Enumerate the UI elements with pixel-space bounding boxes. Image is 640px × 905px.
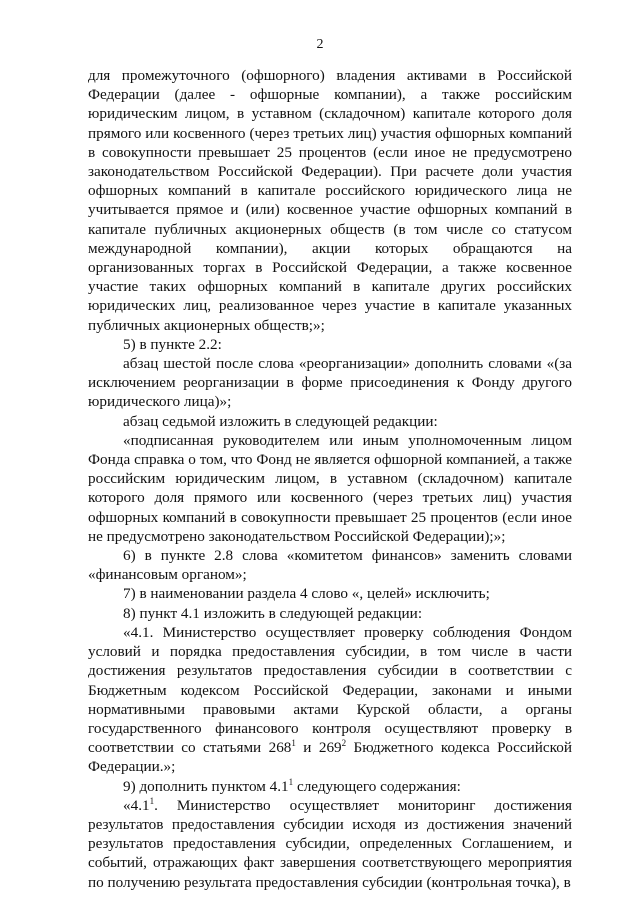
paragraph-seventh-clause: абзац седьмой изложить в следующей редакции: [123, 412, 438, 430]
clause-4-1-text-end: Бюджетного кодекса Российской Федерации.»; [88, 739, 572, 776]
item-9-text-end: следующего содержания: [293, 777, 461, 795]
page-number: 2 [316, 37, 324, 52]
paragraph-item-5: 5) в пункте 2.2: [123, 335, 222, 353]
paragraph-clause-4-1-1 [88, 796, 572, 892]
superscript: 2 [341, 738, 347, 749]
clause-4-1-1-text-start: «4.1 [123, 796, 150, 814]
document-body [88, 66, 572, 892]
paragraph-item-9 [88, 777, 572, 796]
paragraph-item-8: 8) пункт 4.1 изложить в следующей редакции: [123, 604, 423, 622]
paragraph-sixth-clause: абзац шестой после слова «реорганизации» дополнить словами «(за исключением реорганизации в форме присоединения к Фонду другого юридического лица)»; [88, 355, 572, 411]
paragraph-item-7: 7) в наименовании раздела 4 слово «, целей» исключить; [123, 585, 490, 603]
paragraph-clause-4-1 [88, 623, 572, 777]
clause-4-1-text-start: «4.1. Министерство осуществляет проверку соблюдения Фондом условий и порядка предоставления субсидии, в том числе в части достижения результатов предоставления субсидии в соответствии с Бюджетным кодексом Российской Федерации, законами и иными нормативными правовыми актами Курской области, а органы государственного финансового контроля осуществляют проверку в соответствии со статьями 268 [88, 623, 572, 757]
item-9-text-start: 9) дополнить пунктом 4.1 [123, 777, 289, 795]
superscript: 1 [291, 738, 296, 749]
superscript: 1 [288, 776, 294, 787]
paragraph-item-6: 6) в пункте 2.8 слова «комитетом финансов» заменить словами «финансовым органом»; [88, 547, 572, 584]
superscript: 1 [149, 795, 155, 806]
clause-4-1-text-middle: и 269 [295, 739, 342, 757]
paragraph-certificate: «подписанная руководителем или иным уполномоченным лицом Фонда справка о том, что Фонд не является офшорной компанией, а также российским юридическим лицом, в уставном (складочном) капитале которого доля прямого или косвенного (через третьих лиц) участия офшорных компаний в совокупности превышает 25 процентов (если иное не предусмотрено законодательством Российской Федерации);»; [88, 431, 572, 545]
paragraph-offshore-definition: для промежуточного (офшорного) владения активами в Российской Федерации (далее - офшорные компании), а также российским юридическим лицом, в уставном (складочном) капитале которого доля прямого или косвенного (через третьих лиц) участия офшорных компаний в совокупности превышает 25 процентов (если иное не предусмотрено законодательством Российской Федерации). При расчете доли участия офшорных компаний в капитале российского юридического лица не учитывается прямое и (или) косвенное участие офшорных компаний в капитале публичных акционерных обществ (в том числе со статусом международной компании), акции которых обращаются на организованных торгах в Российской Федерации, а также косвенное участие таких офшорных компаний в капитале других российских юридических лиц, реализованное через участие в капитале указанных публичных акционерных обществ;»; [88, 67, 572, 334]
clause-4-1-1-text-end: . Министерство осуществляет мониторинг достижения результатов предоставления субсидии исходя из достижения значений результатов предоставления субсидии, определенных Соглашением, и событий, отражающих факт завершения соответствующего мероприятия по получению результата предоставления субсидии (контрольная точка), в [88, 796, 572, 891]
